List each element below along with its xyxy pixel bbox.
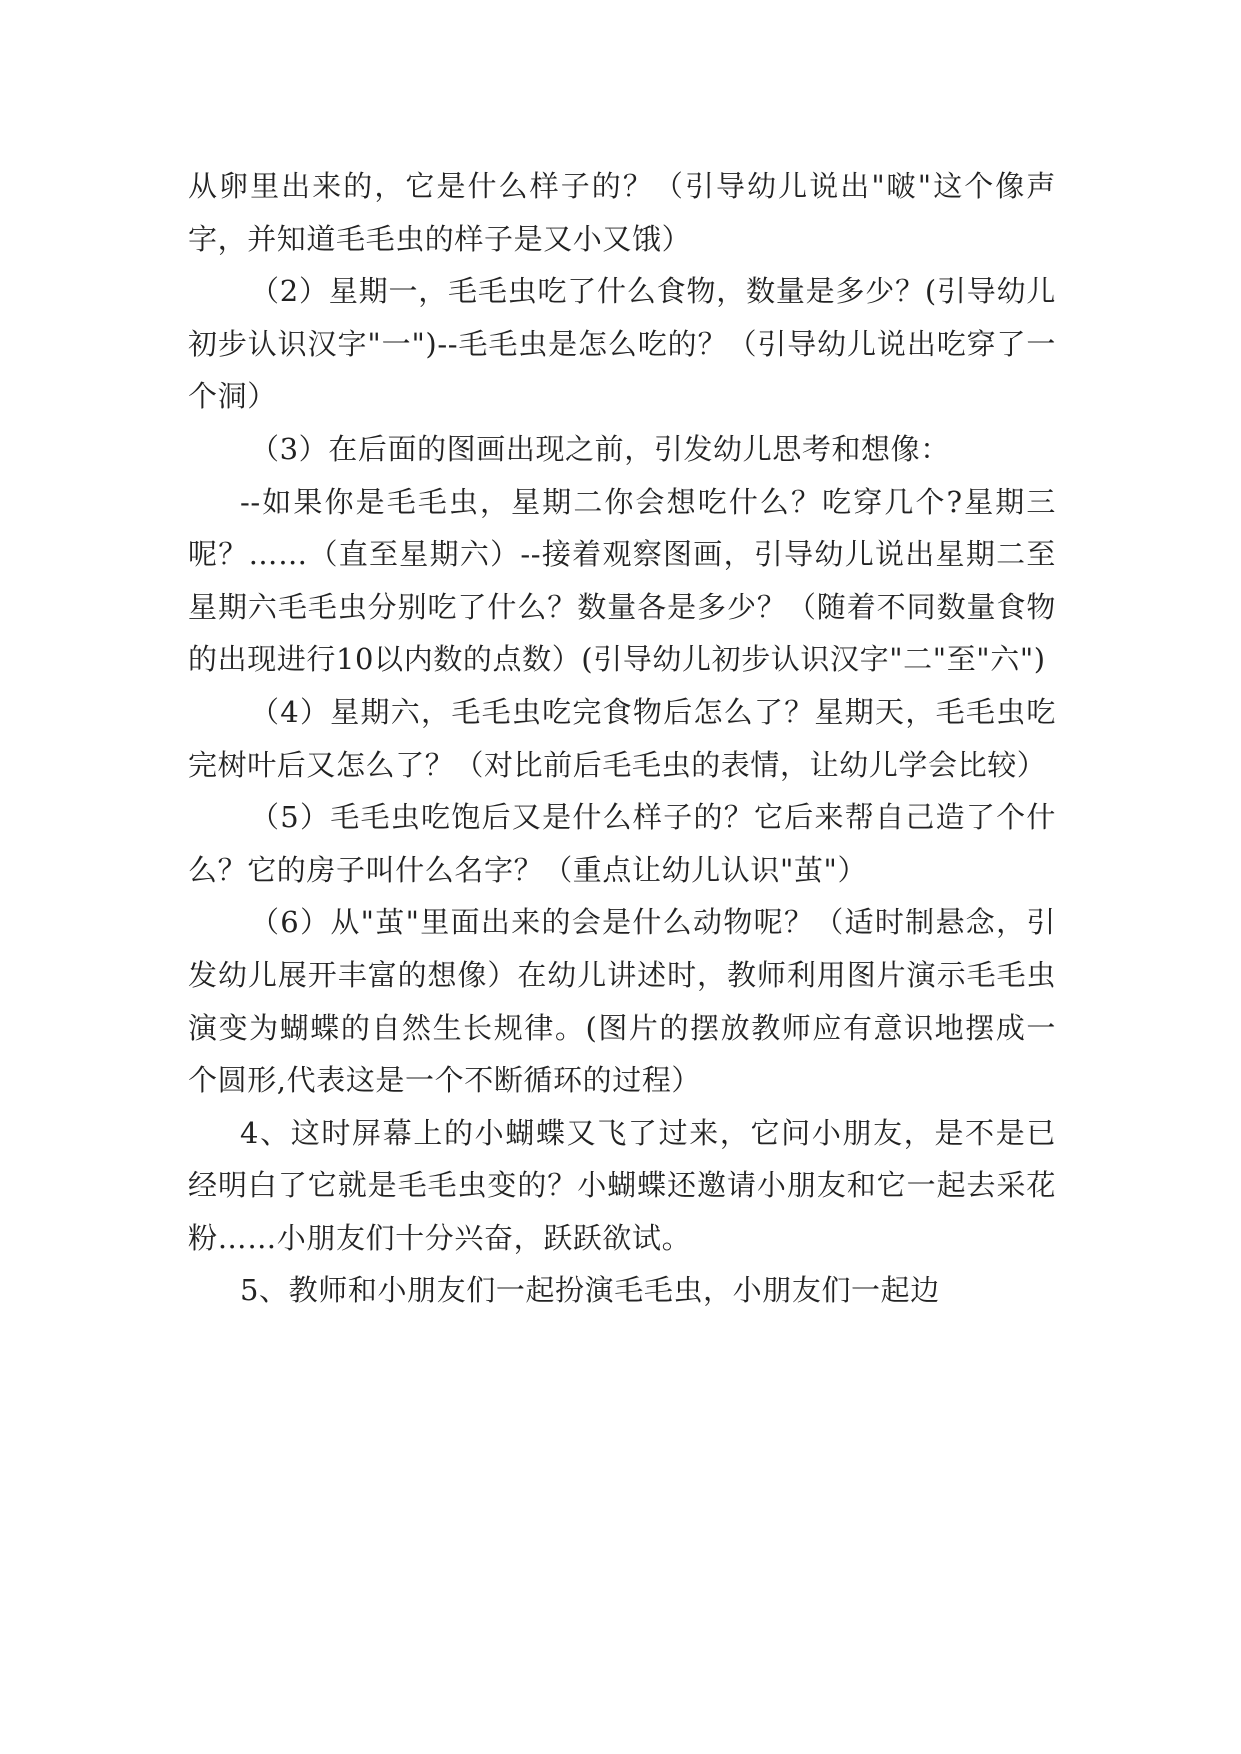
paragraph-7: （6）从"茧"里面出来的会是什么动物呢？（适时制悬念，引发幼儿展开丰富的想像）在幼儿讲述时，教师利用图片演示毛毛虫演变为蝴蝶的自然生长规律。(图片的摆放教师应有意识地摆成一个圆形,代表这是一个不断循环的过程） bbox=[188, 905, 1056, 1098]
paragraph-2: （2）星期一，毛毛虫吃了什么食物，数量是多少？(引导幼儿初步认识汉字"一")--毛毛虫是怎么吃的？（引导幼儿说出吃穿了一个洞） bbox=[188, 274, 1056, 414]
paragraph-9: 5、教师和小朋友们一起扮演毛毛虫，小朋友们一起边 bbox=[240, 1273, 940, 1308]
paragraph-6: （5）毛毛虫吃饱后又是什么样子的？它后来帮自己造了个什么？它的房子叫什么名字？（重点让幼儿认识"茧"） bbox=[188, 800, 1056, 887]
paragraph-8: 4、这时屏幕上的小蝴蝶又飞了过来，它问小朋友，是不是已经明白了它就是毛毛虫变的？小蝴蝶还邀请小朋友和它一起去采花粉……小朋友们十分兴奋，跃跃欲试。 bbox=[188, 1115, 1056, 1255]
paragraph-3: （3）在后面的图画出现之前，引发幼儿思考和想像： bbox=[250, 431, 950, 466]
paragraph-1: 从卵里出来的，它是什么样子的？（引导幼儿说出"啵"这个像声字，并知道毛毛虫的样子是又小又饿） bbox=[188, 169, 1056, 256]
paragraph-5: （4）星期六，毛毛虫吃完食物后怎么了？星期天，毛毛虫吃完树叶后又怎么了？（对比前后毛毛虫的表情，让幼儿学会比较） bbox=[188, 694, 1056, 782]
paragraph-4: --如果你是毛毛虫，星期二你会想吃什么？吃穿几个?星期三呢？……（直至星期六）--接着观察图画，引导幼儿说出星期二至星期六毛毛虫分别吃了什么？数量各是多少？（随着不同数量食物的出现进行10以内数的点数）(引导幼儿初步认识汉字"二"至"六") bbox=[188, 484, 1056, 677]
document-body bbox=[188, 160, 1056, 1317]
